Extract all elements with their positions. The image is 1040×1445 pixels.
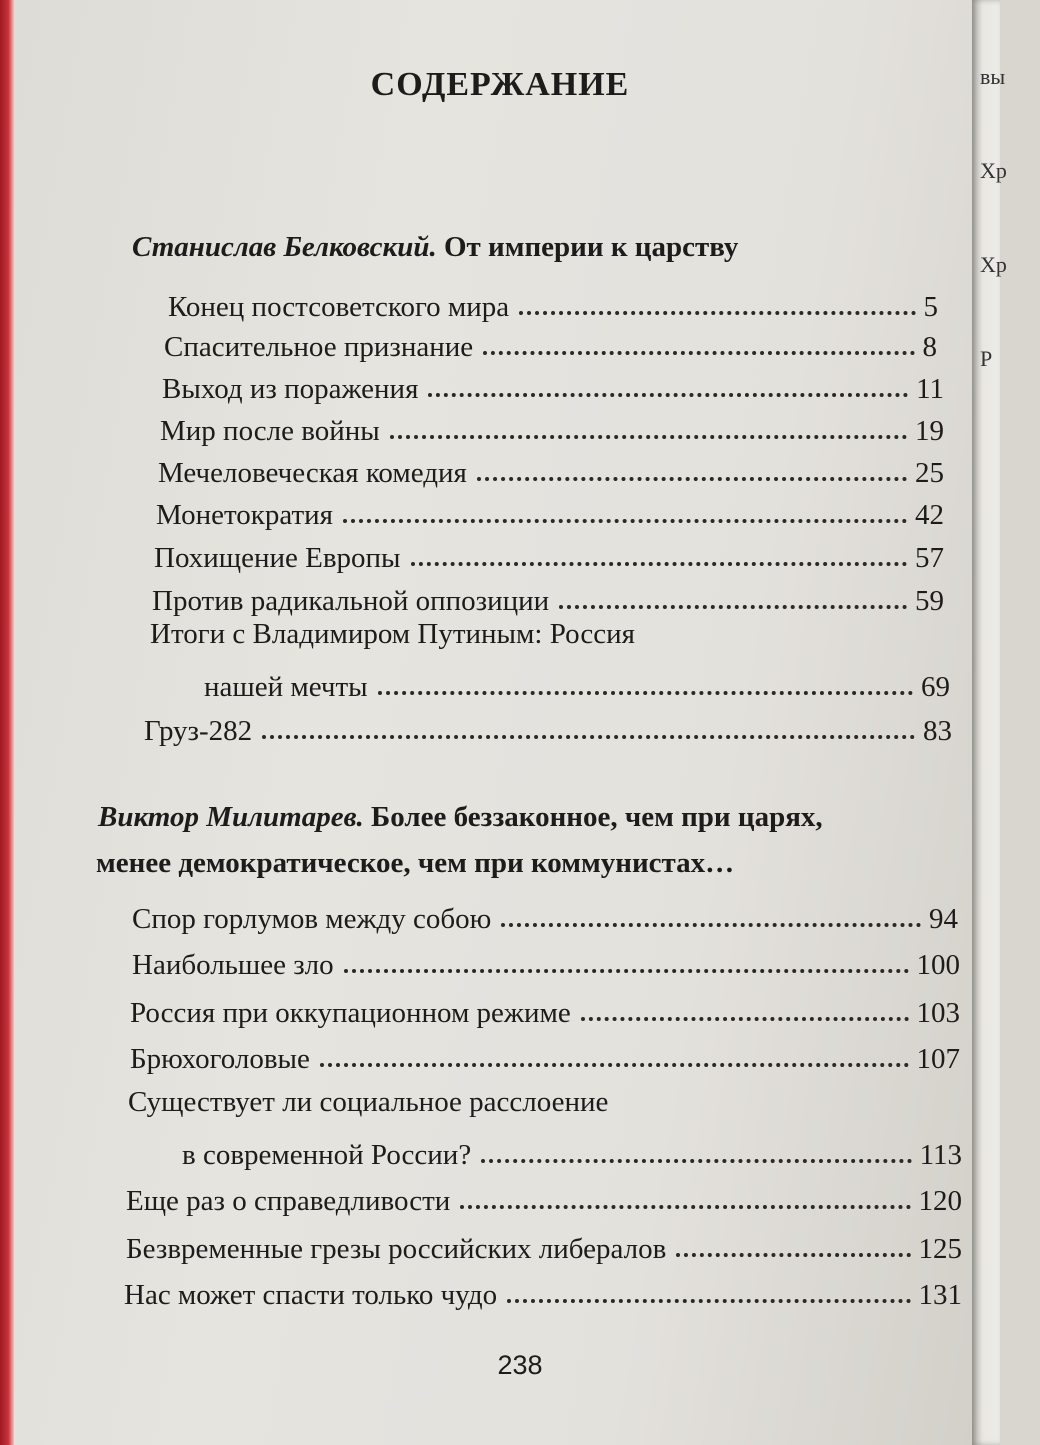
toc-entry-title: Груз-282 [144,715,253,747]
toc-entry-title: Мир после войны [160,415,380,447]
dot-leader [343,519,907,523]
section-heading [98,796,823,838]
toc-entry-title: Наибольшее зло [132,949,334,981]
toc-entry[interactable] [204,664,950,704]
dot-leader [581,1017,909,1021]
dot-leader [411,562,907,566]
section-author: Станислав Белковский. [132,231,437,263]
page-number: 238 [497,1350,543,1380]
dot-leader [378,691,913,695]
toc-entry[interactable] [168,284,938,324]
toc-entry[interactable] [130,990,960,1030]
toc-entry-title: Итоги с Владимиром Путиным: Россия [150,618,635,650]
dot-leader [559,605,907,609]
toc-entry-page: 8 [922,331,937,363]
toc-entry-page: 42 [915,499,944,531]
adjacent-page-text: Хр [980,158,1007,183]
toc-entry-page: 69 [921,671,950,703]
dot-leader [460,1205,910,1209]
toc-entry-page: 11 [916,373,944,405]
toc-entry[interactable] [162,366,944,406]
toc-entry-page: 19 [915,415,944,447]
dot-leader [501,923,921,927]
toc-entry-page: 131 [918,1279,962,1311]
dot-leader [676,1253,910,1257]
page-title: СОДЕРЖАНИЕ [370,66,630,103]
toc-entry-page: 5 [923,291,938,323]
toc-entry[interactable] [164,324,937,364]
toc-entry[interactable] [144,708,952,748]
toc-entry-title: Монетократия [156,499,333,531]
dot-leader [320,1063,909,1067]
dot-leader [344,969,909,973]
section-heading-continued: менее демократическое, чем при коммунистах… [96,847,735,879]
dot-leader [481,1159,911,1163]
adjacent-page-text: Р [980,346,993,371]
section-title: От империи к царству [436,231,739,263]
toc-entry-title: Против радикальной оппозиции [152,585,550,617]
toc-entry-title: Мечеловеческая комедия [158,457,467,489]
toc-entry-title: Россия при оккупационном режиме [130,997,571,1029]
toc-entry-title: Брюхоголовые [130,1043,310,1075]
dot-leader [262,735,915,739]
toc-entry[interactable] [154,535,944,575]
toc-entry[interactable] [126,1226,962,1266]
toc-entry-page: 94 [929,903,958,935]
toc-entry[interactable] [124,1272,962,1312]
dot-leader [390,435,907,439]
toc-entry[interactable] [126,1178,962,1218]
toc-entry-title: Существует ли социальное расслоение [128,1086,609,1118]
dot-leader [507,1299,910,1303]
toc-entry[interactable] [158,450,944,490]
toc-entry-page: 125 [918,1233,962,1265]
toc-entry-title-continued: в современной России? [182,1139,472,1171]
dot-leader [483,351,914,355]
toc-entry-page: 107 [916,1043,960,1075]
toc-entry[interactable] [130,1036,960,1076]
toc-entry-title: Безвременные грезы российских либералов [126,1233,667,1265]
toc-entry-page: 57 [915,542,944,574]
toc-entry-page: 100 [916,949,960,981]
adjacent-page-text: вы [980,64,1006,89]
toc-entry[interactable] [132,896,958,936]
toc-entry-title: Еще раз о справедливости [126,1185,451,1217]
section-author: Виктор Милитарев. [98,801,364,833]
toc-entry[interactable] [132,942,960,982]
book-edge [0,0,14,1445]
toc-entry-page: 25 [915,457,944,489]
adjacent-page-edge [972,0,1007,1445]
toc-entry-title: Выход из поражения [162,373,419,405]
toc-entry-title: Нас может спасти только чудо [124,1279,498,1311]
toc-entry-title: Спор горлумов между собою [132,903,492,935]
section-heading [132,226,738,268]
toc-entry[interactable] [182,1132,962,1172]
section-title: Более беззаконное, чем при царях, [363,801,823,833]
toc-entry-page: 83 [923,715,952,747]
toc-entry-page: 113 [919,1139,962,1171]
toc-entry[interactable] [156,492,944,532]
toc-entry[interactable] [152,578,944,618]
toc-entry-title: Похищение Европы [154,542,401,574]
dot-leader [519,311,915,315]
toc-entry-page: 59 [915,585,944,617]
dot-leader [428,393,908,397]
toc-entry-title-continued: нашей мечты [204,671,368,703]
toc-entry-page: 120 [918,1185,962,1217]
toc-entry-title: Конец постсоветского мира [168,291,510,323]
adjacent-page-text: Хр [980,252,1007,277]
toc-entry[interactable] [160,408,944,448]
toc-entry-page: 103 [916,997,960,1029]
dot-leader [477,477,907,481]
toc-entry-title: Спасительное признание [164,331,474,363]
